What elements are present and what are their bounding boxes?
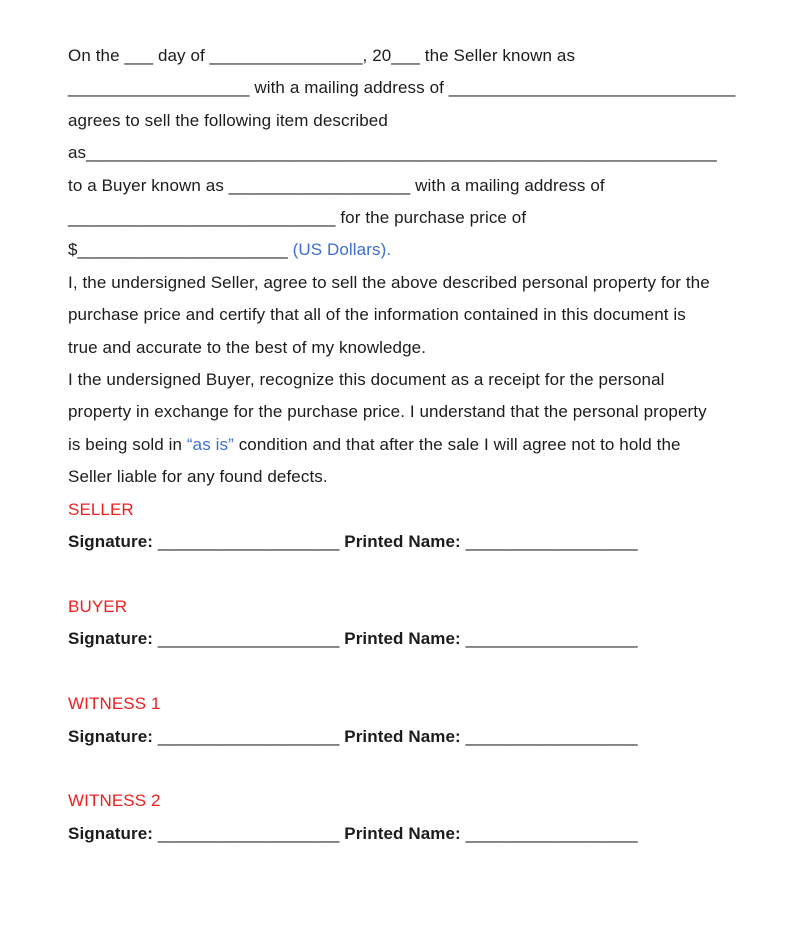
- text-run: __________________: [465, 726, 638, 746]
- text-run: property in exchange for the purchase price. I understand that the personal property: [68, 402, 707, 422]
- intro-line-1: [68, 40, 758, 72]
- buyer-clause-line-4: [68, 461, 758, 493]
- text-run: Signature:: [68, 823, 158, 843]
- text-run: ___________________: [157, 629, 345, 649]
- seller-signature-row: [68, 526, 758, 558]
- intro-line-6: [68, 202, 758, 234]
- buyer-clause-line-3: [68, 429, 758, 461]
- seller-clause-line-2: [68, 299, 758, 331]
- text-run: Seller liable for any found defects.: [68, 467, 328, 487]
- intro-line-2: [68, 72, 758, 104]
- text-run: purchase price and certify that all of the information contained in this document is: [68, 305, 686, 325]
- text-run: ___________________: [157, 532, 345, 552]
- intro-line-7: [68, 234, 758, 266]
- text-run: I the undersigned Buyer, recognize this document as a receipt for the personal: [68, 370, 665, 390]
- text-run: ___________________: [157, 823, 345, 843]
- buyer-signature-row: [68, 623, 758, 655]
- text-run: to a Buyer known as ___________________ with a mailing address of: [68, 175, 605, 195]
- intro-line-5: [68, 170, 758, 202]
- witness2-signature-row: [68, 818, 758, 850]
- seller-clause-line-1: [68, 267, 758, 299]
- seller-heading: SELLER: [68, 499, 134, 519]
- text-run: __________________: [465, 629, 638, 649]
- buyer-clause-line-2: [68, 396, 758, 428]
- intro-line-4: [68, 137, 758, 169]
- text-run: ___________________ with a mailing address of ______________________________: [68, 78, 736, 98]
- text-run: __________________: [465, 532, 638, 552]
- text-run: $______________________: [68, 240, 293, 260]
- text-run: Signature:: [68, 629, 158, 649]
- text-run: ___________________: [157, 726, 345, 746]
- text-run: true and accurate to the best of my knowledge.: [68, 337, 427, 357]
- text-run: agrees to sell the following item described: [68, 110, 388, 130]
- text-run: __________________: [465, 823, 638, 843]
- highlighted-blue-text: (US Dollars).: [292, 240, 392, 260]
- text-run: Printed Name:: [344, 629, 466, 649]
- text-run: ____________________________ for the purchase price of: [68, 208, 527, 228]
- text-run: On the ___ day of ________________, 20___ the Seller known as: [68, 46, 576, 65]
- text-run: Printed Name:: [344, 823, 466, 843]
- text-run: condition and that after the sale I will agree not to hold the: [233, 434, 681, 454]
- text-run: Printed Name:: [344, 726, 466, 746]
- text-run: Signature:: [68, 726, 158, 746]
- intro-line-3: [68, 105, 758, 137]
- witness1-heading: WITNESS 1: [68, 694, 161, 714]
- text-run: is being sold in: [68, 434, 187, 454]
- witness1-signature-row: [68, 721, 758, 753]
- seller-clause-line-3: [68, 332, 758, 364]
- text-run: as__________________________________________________________________: [68, 143, 717, 163]
- text-run: Printed Name:: [344, 532, 466, 552]
- witness2-heading: WITNESS 2: [68, 791, 161, 811]
- text-run: Signature:: [68, 532, 158, 552]
- buyer-heading: BUYER: [68, 596, 128, 616]
- buyer-clause-line-1: [68, 364, 758, 396]
- highlighted-blue-text: “as is”: [186, 434, 234, 454]
- text-run: I, the undersigned Seller, agree to sell the above described personal property for the: [68, 272, 710, 292]
